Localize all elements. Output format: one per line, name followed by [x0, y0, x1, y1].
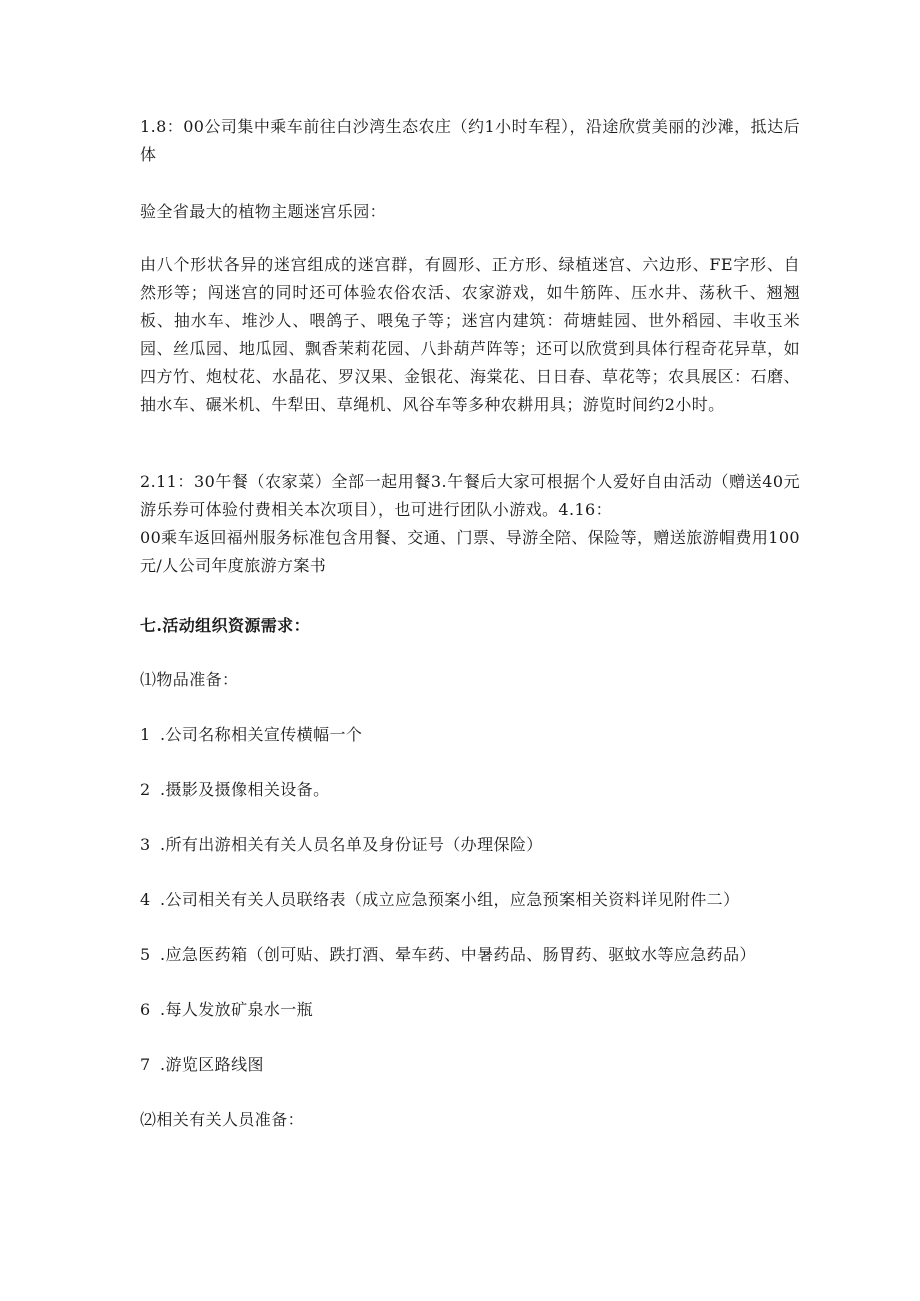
list-item-text: .每人发放矿泉水一瓶 [160, 1000, 314, 1019]
list-item-number: 5 [140, 945, 151, 964]
list-item-text: .摄影及摄像相关设备。 [160, 780, 330, 799]
itinerary-paragraph-2: 验全省最大的植物主题迷宫乐园： [140, 202, 387, 221]
list-item [140, 776, 330, 804]
list-item-text: .所有出游相关有关人员名单及身份证号（办理保险） [160, 835, 543, 854]
maze-description-paragraph: 由八个形状各异的迷宫组成的迷宫群，有圆形、正方形、绿植迷宫、六边形、FE字形、自然形等；闯迷宫的同时还可体验农俗农活、农家游戏，如牛筋阵、压水井、荡秋千、翘翘板、抽水车、堆沙人、喂鸽子、喂兔子等；迷宫内建筑：荷塘蛙园、世外稻园、丰收玉米园、丝瓜园、地瓜园、飘香茉莉花园、八卦葫芦阵等；还可以欣赏到具体行程奇花异草，如四方竹、炮杖花、水晶花、罗汉果、金银花、海棠花、日日春、草花等；农具展区：石磨、抽水车、碾米机、牛犁田、草绳机、风谷车等多种农耕用具；游览时间约2小时。 [140, 255, 800, 414]
itinerary-paragraph-lunch: 2.11：30午餐（农家菜）全部一起用餐3.午餐后大家可根据个人爱好自由活动（赠送40元游乐券可体验付费相关本次项目），也可进行团队小游戏。4.16： [140, 472, 800, 519]
list-item [140, 721, 362, 749]
list-item [140, 1051, 264, 1079]
list-item-text: .应急医药箱（创可贴、跌打酒、晕车药、中暑药品、肠胃药、驱蚊水等应急药品） [160, 945, 756, 964]
itinerary-paragraph-return: 00乘车返回福州服务标准包含用餐、交通、门票、导游全陪、保险等，赠送旅游帽费用100元/人公司年度旅游方案书 [140, 528, 800, 575]
subsection-heading-supplies: ⑴物品准备： [140, 670, 239, 689]
list-item-text: .公司相关有关人员联络表（成立应急预案小组，应急预案相关资料详见附件二） [160, 890, 740, 909]
section-heading: 七.活动组织资源需求： [140, 616, 310, 635]
itinerary-paragraph-1: 1.8：00公司集中乘车前往白沙湾生态农庄（约1小时车程），沿途欣赏美丽的沙滩，抵达后体 [140, 117, 800, 164]
list-item [140, 996, 313, 1024]
list-item-number: 4 [140, 890, 151, 909]
list-item [140, 831, 543, 859]
list-item-number: 1 [140, 725, 151, 744]
list-item-number: 7 [140, 1055, 151, 1074]
subsection-heading-staff: ⑵相关有关人员准备： [140, 1110, 305, 1129]
list-item-text: .游览区路线图 [160, 1055, 264, 1074]
list-item [140, 886, 740, 914]
list-item-number: 6 [140, 1000, 151, 1019]
list-item-number: 3 [140, 835, 151, 854]
list-item-text: .公司名称相关宣传横幅一个 [160, 725, 363, 744]
list-item [140, 941, 756, 969]
list-item-number: 2 [140, 780, 151, 799]
